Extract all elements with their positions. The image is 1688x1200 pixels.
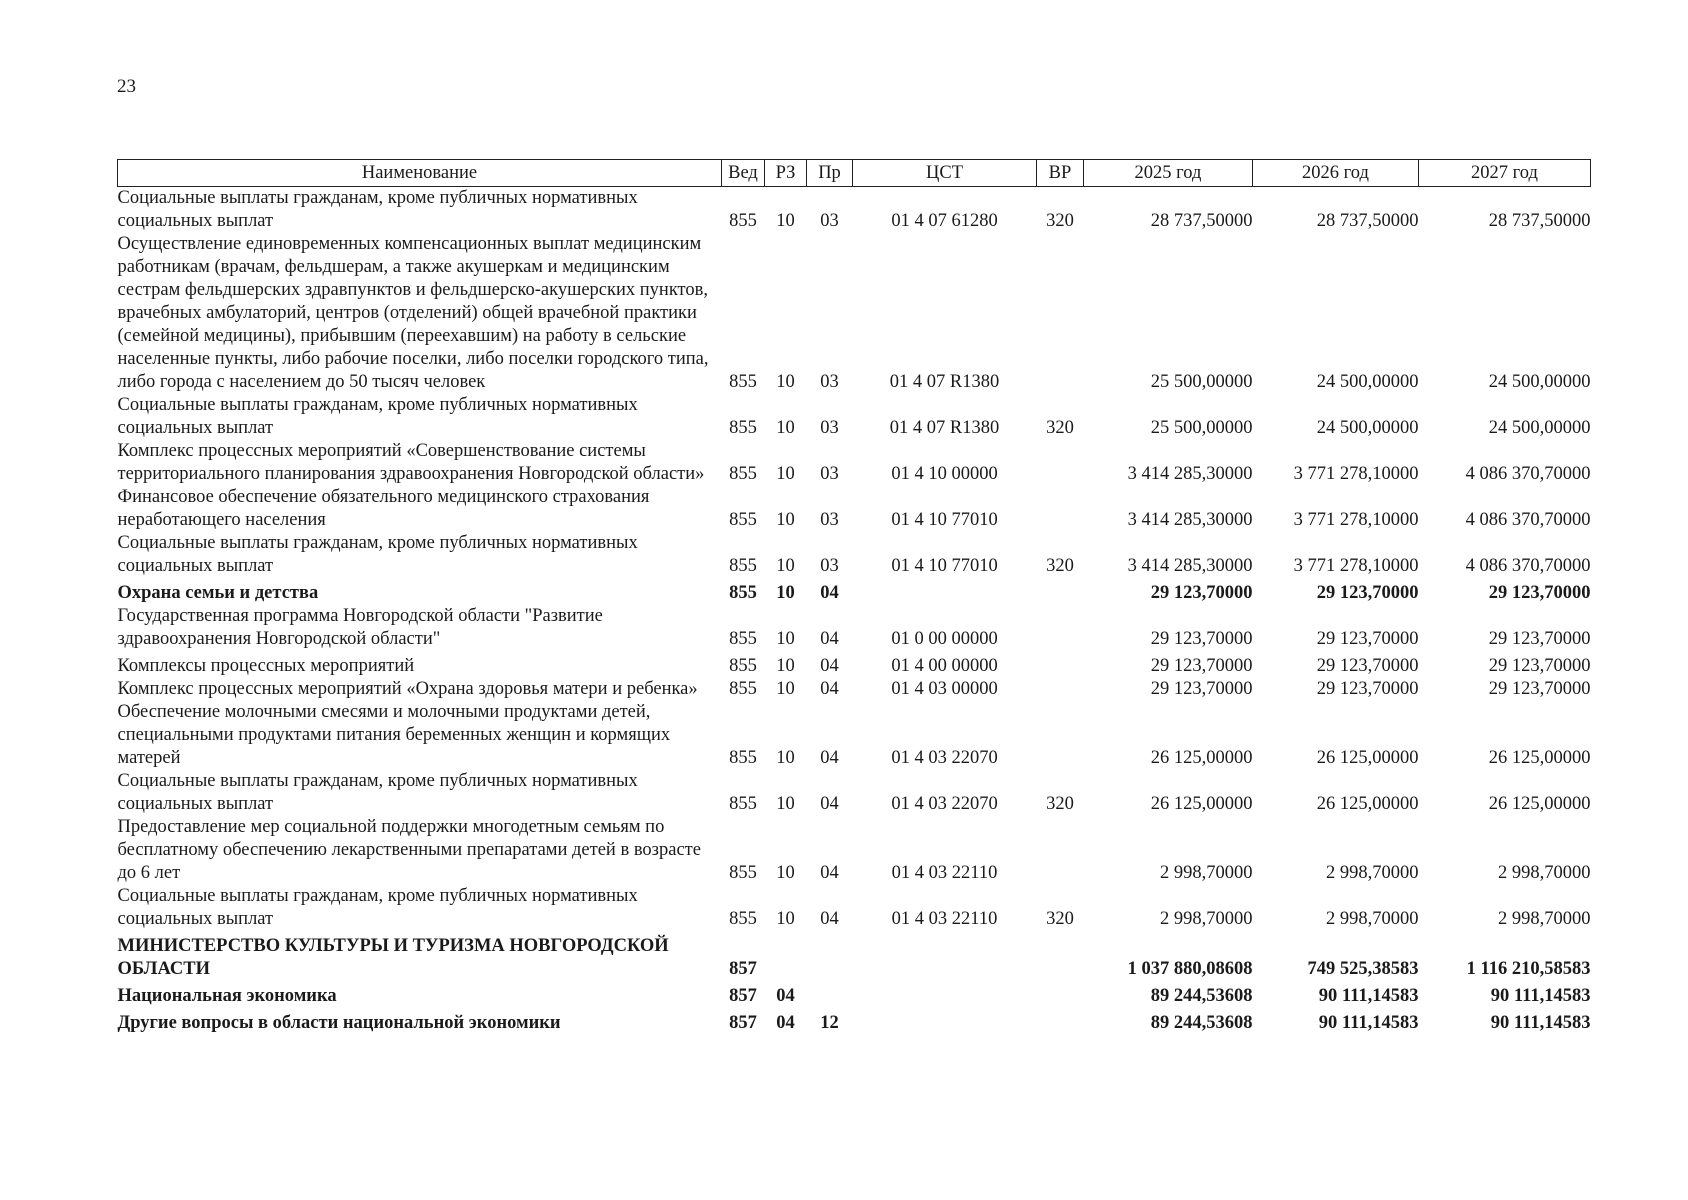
cell-cst xyxy=(853,981,1037,1008)
cell-2025: 29 123,70000 xyxy=(1150,679,1253,699)
cell-2027: 29 123,70000 xyxy=(1488,656,1591,676)
cell-pr: 04 xyxy=(820,656,839,676)
cell-cst: 01 4 03 22070 xyxy=(891,748,998,768)
cell-2027: 4 086 370,70000 xyxy=(1465,510,1591,530)
cell-vr: 320 xyxy=(1046,556,1074,576)
cell-pr: 04 xyxy=(820,909,839,929)
table-row xyxy=(118,816,1591,885)
cell-2027: 26 125,00000 xyxy=(1488,794,1591,814)
cell-ved: 855 xyxy=(729,583,757,603)
cell-vr xyxy=(1037,701,1084,770)
header-2026: 2026 год xyxy=(1253,160,1419,187)
cell-2025: 3 414 285,30000 xyxy=(1127,464,1253,484)
cell-name: МИНИСТЕРСТВО КУЛЬТУРЫ И ТУРИЗМА НОВГОРОДСКОЙ ОБЛАСТИ xyxy=(117,936,669,979)
table-row xyxy=(118,187,1591,234)
cell-2027: 29 123,70000 xyxy=(1488,629,1591,649)
page-number: 23 xyxy=(117,76,136,97)
cell-cst: 01 4 00 00000 xyxy=(891,656,998,676)
cell-2025: 29 123,70000 xyxy=(1150,583,1253,603)
cell-cst: 01 4 07 R1380 xyxy=(889,372,1000,392)
cell-2027: 24 500,00000 xyxy=(1488,418,1591,438)
cell-2026: 29 123,70000 xyxy=(1316,656,1419,676)
cell-2025: 26 125,00000 xyxy=(1150,748,1253,768)
cell-ved: 855 xyxy=(729,679,757,699)
cell-2026: 24 500,00000 xyxy=(1316,372,1419,392)
cell-rz: 04 xyxy=(776,986,795,1006)
cell-ved: 855 xyxy=(729,794,757,814)
cell-cst: 01 4 07 61280 xyxy=(891,211,998,231)
cell-ved: 855 xyxy=(729,656,757,676)
cell-ved: 857 xyxy=(729,959,757,979)
cell-name: Другие вопросы в области национальной экономики xyxy=(117,1013,561,1033)
cell-2025: 26 125,00000 xyxy=(1150,794,1253,814)
cell-2025: 3 414 285,30000 xyxy=(1127,510,1253,530)
cell-2027: 90 111,14583 xyxy=(1490,986,1591,1006)
cell-rz: 10 xyxy=(776,464,795,484)
table-row xyxy=(118,233,1591,394)
cell-2027: 2 998,70000 xyxy=(1498,863,1591,883)
cell-2025: 1 037 880,08608 xyxy=(1127,959,1253,979)
cell-cst: 01 4 10 77010 xyxy=(891,556,998,576)
cell-name: Предоставление мер социальной поддержки многодетным семьям по бесплатному обеспечению лекарственными препаратами детей в возрасте до 6 лет xyxy=(117,817,701,883)
table-row xyxy=(118,1008,1591,1035)
table-header xyxy=(118,160,1591,187)
cell-pr: 04 xyxy=(820,794,839,814)
cell-cst: 01 4 10 77010 xyxy=(891,510,998,530)
cell-ved: 855 xyxy=(729,464,757,484)
cell-cst: 01 4 07 R1380 xyxy=(889,418,1000,438)
cell-2025: 3 414 285,30000 xyxy=(1127,556,1253,576)
cell-vr xyxy=(1037,651,1084,678)
cell-cst: 01 4 03 22110 xyxy=(891,863,998,883)
table-row xyxy=(118,981,1591,1008)
cell-vr: 320 xyxy=(1046,418,1074,438)
cell-2026: 29 123,70000 xyxy=(1316,583,1419,603)
cell-vr: 320 xyxy=(1046,909,1074,929)
cell-rz: 10 xyxy=(776,629,795,649)
table-row xyxy=(118,578,1591,605)
cell-vr xyxy=(1037,605,1084,651)
cell-2025: 2 998,70000 xyxy=(1160,863,1253,883)
cell-name: Социальные выплаты гражданам, кроме публичных нормативных социальных выплат xyxy=(117,886,638,929)
cell-vr xyxy=(1037,1008,1084,1035)
cell-name: Социальные выплаты гражданам, кроме публичных нормативных социальных выплат xyxy=(117,395,638,438)
cell-pr: 03 xyxy=(820,418,839,438)
cell-pr: 04 xyxy=(820,629,839,649)
cell-cst: 01 4 03 22110 xyxy=(891,909,998,929)
cell-vr xyxy=(1037,233,1084,394)
header-vr: ВР xyxy=(1037,160,1084,187)
header-2027: 2027 год xyxy=(1419,160,1591,187)
header-pr: Пр xyxy=(807,160,853,187)
cell-name: Комплексы процессных мероприятий xyxy=(117,656,415,676)
cell-2026: 29 123,70000 xyxy=(1316,629,1419,649)
cell-ved: 855 xyxy=(729,418,757,438)
cell-2026: 26 125,00000 xyxy=(1316,748,1419,768)
cell-name: Охрана семьи и детства xyxy=(117,583,319,603)
cell-pr: 03 xyxy=(820,510,839,530)
cell-2027: 4 086 370,70000 xyxy=(1465,556,1591,576)
table-row xyxy=(118,440,1591,486)
cell-2026: 2 998,70000 xyxy=(1326,909,1419,929)
cell-rz: 10 xyxy=(776,863,795,883)
cell-name: Социальные выплаты гражданам, кроме публичных нормативных социальных выплат xyxy=(117,188,638,231)
cell-name: Национальная экономика xyxy=(117,986,337,1006)
cell-rz: 10 xyxy=(776,909,795,929)
cell-name: Обеспечение молочными смесями и молочными продуктами детей, специальными продуктами питания беременных женщин и кормящих матерей xyxy=(117,702,671,768)
cell-cst: 01 4 03 22070 xyxy=(891,794,998,814)
cell-pr: 04 xyxy=(820,748,839,768)
cell-ved: 855 xyxy=(729,510,757,530)
cell-ved: 857 xyxy=(729,1013,757,1033)
cell-rz xyxy=(765,931,807,981)
header-name: Наименование xyxy=(118,160,722,187)
table-row xyxy=(118,394,1591,440)
table-row xyxy=(118,486,1591,532)
cell-rz: 10 xyxy=(776,679,795,699)
cell-pr: 03 xyxy=(820,211,839,231)
cell-rz: 10 xyxy=(776,748,795,768)
cell-vr: 320 xyxy=(1046,794,1074,814)
cell-2026: 90 111,14583 xyxy=(1318,1013,1419,1033)
cell-2026: 28 737,50000 xyxy=(1316,211,1419,231)
cell-ved: 855 xyxy=(729,211,757,231)
cell-pr: 03 xyxy=(820,372,839,392)
header-rz: РЗ xyxy=(765,160,807,187)
cell-2027: 90 111,14583 xyxy=(1490,1013,1591,1033)
cell-rz: 10 xyxy=(776,794,795,814)
cell-vr xyxy=(1037,486,1084,532)
cell-2027: 1 116 210,58583 xyxy=(1466,959,1591,979)
table-row xyxy=(118,931,1591,981)
header-cst: ЦСТ xyxy=(853,160,1037,187)
cell-ved: 855 xyxy=(729,863,757,883)
cell-2026: 90 111,14583 xyxy=(1318,986,1419,1006)
table-row xyxy=(118,770,1591,816)
cell-ved: 857 xyxy=(729,986,757,1006)
cell-2026: 26 125,00000 xyxy=(1316,794,1419,814)
cell-2027: 2 998,70000 xyxy=(1498,909,1591,929)
cell-vr xyxy=(1037,816,1084,885)
table-row xyxy=(118,651,1591,678)
cell-vr xyxy=(1037,931,1084,981)
cell-pr: 04 xyxy=(820,583,839,603)
cell-vr xyxy=(1037,578,1084,605)
cell-cst: 01 0 00 00000 xyxy=(891,629,998,649)
cell-2025: 25 500,00000 xyxy=(1150,372,1253,392)
cell-vr xyxy=(1037,678,1084,701)
cell-pr: 12 xyxy=(820,1013,839,1033)
cell-2025: 29 123,70000 xyxy=(1150,656,1253,676)
cell-name: Осуществление единовременных компенсационных выплат медицинским работникам (врачам, фельдшерам, а также акушеркам и медицинским сестрам фельдшерских здравпунктов и фельдшерско-акушерских пунктов, врачебных амбулаторий, центров (отделений) общей врачебной практики (семейной медицины), прибывшим (переехавшим) на работу в сельские населенные пункты, либо рабочие поселки, либо поселки городского типа, либо города с населением до 50 тысяч человек xyxy=(117,234,709,392)
cell-2027: 29 123,70000 xyxy=(1488,679,1591,699)
cell-pr: 04 xyxy=(820,863,839,883)
cell-rz: 10 xyxy=(776,556,795,576)
cell-rz: 10 xyxy=(776,372,795,392)
cell-ved: 855 xyxy=(729,629,757,649)
cell-cst xyxy=(853,1008,1037,1035)
cell-rz: 10 xyxy=(776,583,795,603)
cell-2025: 25 500,00000 xyxy=(1150,418,1253,438)
cell-name: Социальные выплаты гражданам, кроме публичных нормативных социальных выплат xyxy=(117,533,638,576)
cell-2025: 29 123,70000 xyxy=(1150,629,1253,649)
cell-cst: 01 4 03 00000 xyxy=(891,679,998,699)
cell-pr xyxy=(807,981,853,1008)
cell-2026: 749 525,38583 xyxy=(1307,959,1419,979)
cell-cst xyxy=(853,578,1037,605)
cell-vr xyxy=(1037,440,1084,486)
cell-ved: 855 xyxy=(729,909,757,929)
cell-2026: 2 998,70000 xyxy=(1326,863,1419,883)
cell-name: Социальные выплаты гражданам, кроме публичных нормативных социальных выплат xyxy=(117,771,638,814)
table-row xyxy=(118,678,1591,701)
cell-2026: 24 500,00000 xyxy=(1316,418,1419,438)
cell-2026: 3 771 278,10000 xyxy=(1293,464,1419,484)
cell-ved: 855 xyxy=(729,748,757,768)
cell-2025: 89 244,53608 xyxy=(1150,986,1253,1006)
table-row xyxy=(118,605,1591,651)
header-ved: Вед xyxy=(722,160,765,187)
cell-2027: 24 500,00000 xyxy=(1488,372,1591,392)
cell-2026: 3 771 278,10000 xyxy=(1293,510,1419,530)
table-row xyxy=(118,885,1591,931)
header-2025: 2025 год xyxy=(1084,160,1253,187)
cell-pr: 04 xyxy=(820,679,839,699)
cell-2027: 26 125,00000 xyxy=(1488,748,1591,768)
cell-2025: 2 998,70000 xyxy=(1160,909,1253,929)
cell-vr: 320 xyxy=(1046,211,1074,231)
cell-rz: 10 xyxy=(776,656,795,676)
cell-2025: 28 737,50000 xyxy=(1150,211,1253,231)
cell-cst: 01 4 10 00000 xyxy=(891,464,998,484)
cell-2026: 29 123,70000 xyxy=(1316,679,1419,699)
cell-2025: 89 244,53608 xyxy=(1150,1013,1253,1033)
cell-name: Государственная программа Новгородской области "Развитие здравоохранения Новгородской области" xyxy=(117,606,603,649)
cell-ved: 855 xyxy=(729,556,757,576)
cell-rz: 04 xyxy=(776,1013,795,1033)
cell-pr xyxy=(807,931,853,981)
cell-2027: 28 737,50000 xyxy=(1488,211,1591,231)
cell-pr: 03 xyxy=(820,464,839,484)
budget-table xyxy=(117,159,1591,1035)
cell-2026: 3 771 278,10000 xyxy=(1293,556,1419,576)
cell-vr xyxy=(1037,981,1084,1008)
cell-name: Финансовое обеспечение обязательного медицинского страхования неработающего населения xyxy=(117,487,650,530)
table-body xyxy=(118,187,1591,1036)
cell-2027: 29 123,70000 xyxy=(1488,583,1591,603)
cell-2027: 4 086 370,70000 xyxy=(1465,464,1591,484)
cell-cst xyxy=(853,931,1037,981)
cell-name: Комплекс процессных мероприятий «Охрана здоровья матери и ребенка» xyxy=(117,679,698,699)
cell-name: Комплекс процессных мероприятий «Совершенствование системы территориального планирования здравоохранения Новгородской области» xyxy=(117,441,705,484)
cell-rz: 10 xyxy=(776,211,795,231)
cell-pr: 03 xyxy=(820,556,839,576)
cell-rz: 10 xyxy=(776,510,795,530)
table-row xyxy=(118,532,1591,578)
cell-rz: 10 xyxy=(776,418,795,438)
table-row xyxy=(118,701,1591,770)
cell-ved: 855 xyxy=(729,372,757,392)
